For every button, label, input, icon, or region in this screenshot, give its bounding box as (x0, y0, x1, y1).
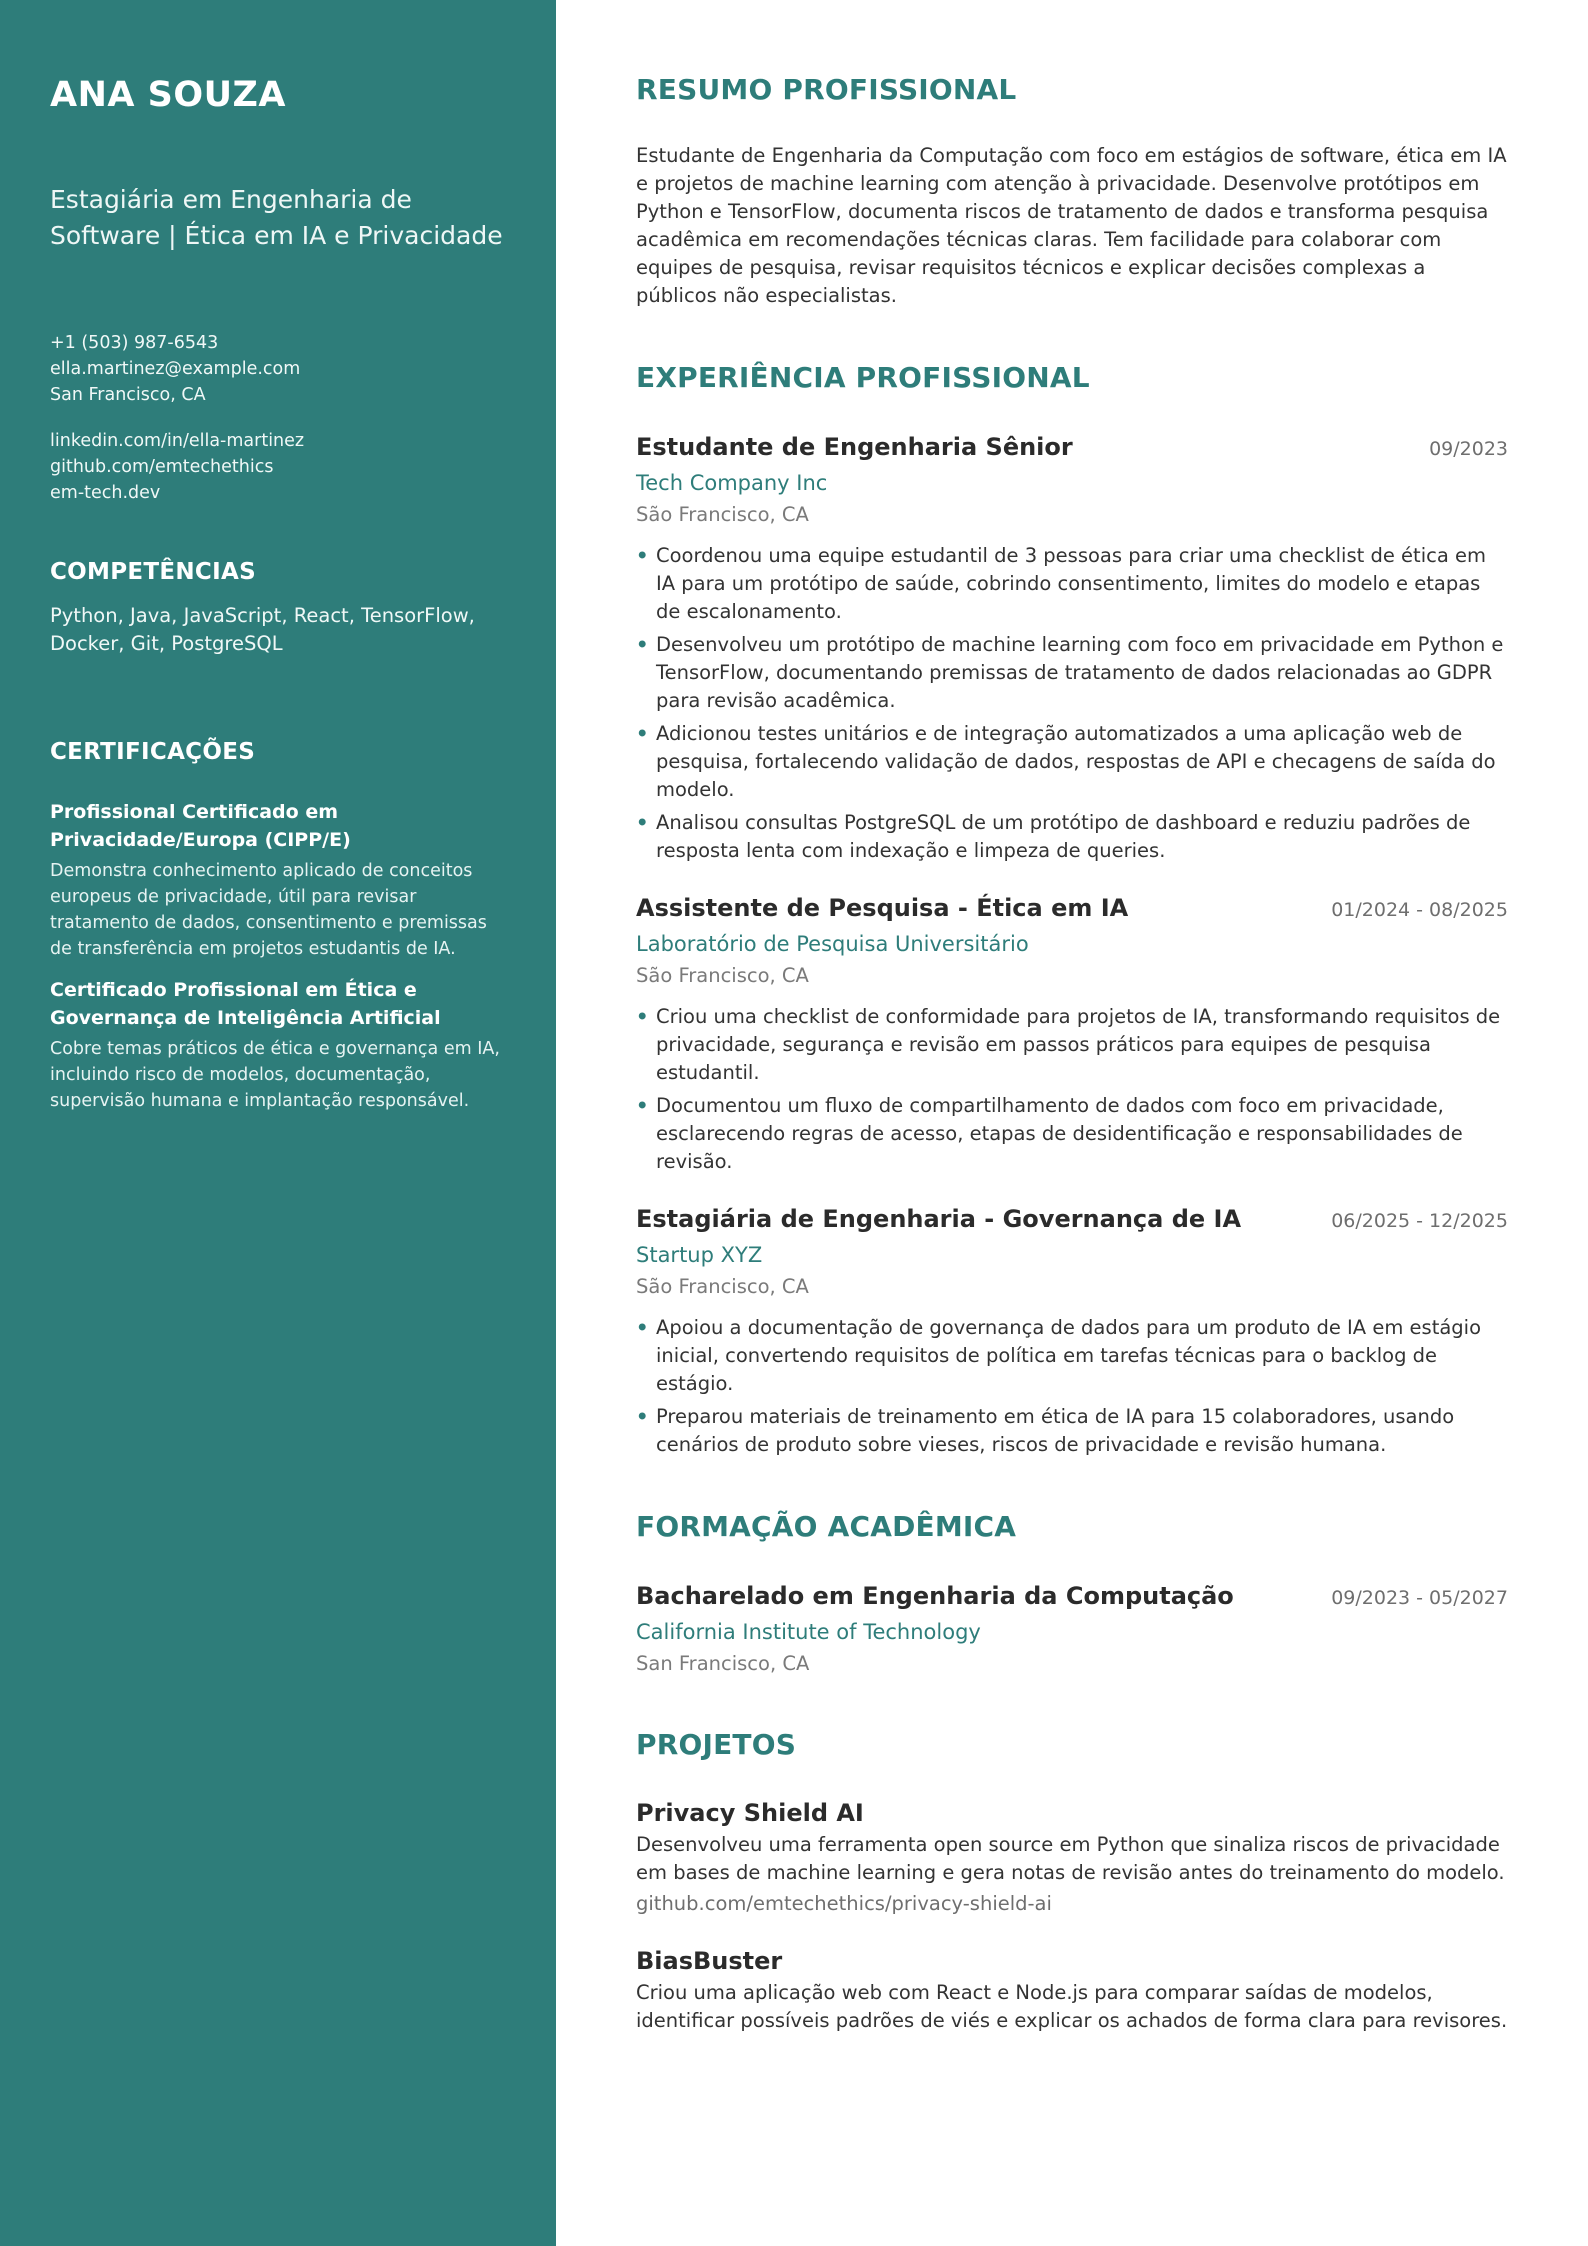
project-title: BiasBuster (636, 1947, 783, 1975)
job-title: Assistente de Pesquisa - Ética em IA (636, 894, 1129, 922)
job-bullet (636, 809, 1508, 865)
certification-description: Demonstra conhecimento aplicado de conceitos europeus de privacidade, útil para revisar tratamento de dados, consentimento e premissas de transferência em projetos estudantis de IA. (50, 861, 487, 959)
skills-heading: COMPETÊNCIAS (50, 559, 256, 585)
job-date: 09/2023 (1429, 438, 1508, 460)
candidate-name: ANA SOUZA (50, 75, 286, 115)
bullet-dot-icon: • (636, 811, 649, 834)
certification-title: Profissional Certificado em Privacidade/Europa (CIPP/E) (50, 801, 351, 851)
job-bullet-text: Preparou materiais de treinamento em ética de IA para 15 colaboradores, usando cenários de produto sobre vieses, riscos de privacidade e revisão humana. (656, 1405, 1455, 1456)
job-entry (636, 1202, 1508, 1459)
job-bullet (636, 1403, 1508, 1459)
job-bullet (636, 1092, 1508, 1176)
project-title: Privacy Shield AI (636, 1799, 864, 1827)
candidate-headline: Estagiária em Engenharia de Software | Ética em IA e Privacidade (50, 185, 503, 250)
education-heading: FORMAÇÃO ACADÊMICA (636, 1510, 1017, 1543)
email-link[interactable]: ella.martinez@example.com (50, 359, 301, 379)
job-bullet (636, 720, 1508, 804)
bullet-dot-icon: • (636, 633, 649, 656)
location-text: San Francisco, CA (50, 385, 206, 405)
job-location: São Francisco, CA (636, 1275, 809, 1298)
experience-list (636, 430, 1508, 1459)
job-location: São Francisco, CA (636, 964, 809, 987)
project-link[interactable]: github.com/emtechethics/privacy-shield-ai (636, 1892, 1052, 1915)
sidebar (0, 0, 556, 2246)
profile-links (50, 428, 506, 506)
certification-title: Certificado Profissional em Ética e Governança de Inteligência Artificial (50, 979, 441, 1029)
school-location: San Francisco, CA (636, 1652, 810, 1675)
projects-heading: PROJETOS (636, 1728, 797, 1761)
certification-description: Cobre temas práticos de ética e governança em IA, incluindo risco de modelos, documentação, supervisão humana e implantação responsável. (50, 1039, 500, 1111)
education-date: 09/2023 - 05/2027 (1331, 1587, 1508, 1609)
job-bullets (636, 1314, 1508, 1459)
certifications-heading: CERTIFICAÇÕES (50, 739, 256, 765)
job-bullet-text: Documentou um fluxo de compartilhamento de dados com foco em privacidade, esclarecendo regras de acesso, etapas de desidentificação e responsabilidades de revisão. (656, 1094, 1463, 1173)
job-bullet (636, 631, 1508, 715)
bullet-dot-icon: • (636, 1316, 649, 1339)
phone-text: +1 (503) 987-6543 (50, 333, 219, 353)
school-name: California Institute of Technology (636, 1620, 981, 1644)
bullet-dot-icon: • (636, 1405, 649, 1428)
project-description: Desenvolveu uma ferramenta open source em Python que sinaliza riscos de privacidade em bases de machine learning e gera notas de revisão antes do treinamento do modelo. (636, 1833, 1505, 1884)
job-bullet (636, 542, 1508, 626)
bullet-dot-icon: • (636, 1005, 649, 1028)
job-company: Laboratório de Pesquisa Universitário (636, 932, 1029, 956)
github-link[interactable]: github.com/emtechethics (50, 457, 274, 477)
project-entry (636, 1945, 1508, 2035)
job-date: 01/2024 - 08/2025 (1331, 899, 1508, 921)
job-bullet-text: Apoiou a documentação de governança de dados para um produto de IA em estágio inicial, convertendo requisitos de política em tarefas técnicas para o backlog de estágio. (656, 1316, 1482, 1395)
job-bullet-text: Criou uma checklist de conformidade para projetos de IA, transformando requisitos de privacidade, segurança e revisão em passos práticos para equipes de pesquisa estudantil. (656, 1005, 1501, 1084)
bullet-dot-icon: • (636, 1094, 649, 1117)
experience-heading: EXPERIÊNCIA PROFISSIONAL (636, 361, 1090, 394)
job-location: São Francisco, CA (636, 503, 809, 526)
job-entry (636, 891, 1508, 1176)
job-bullet (636, 1003, 1508, 1087)
summary-heading: RESUMO PROFISSIONAL (636, 73, 1017, 106)
bullet-dot-icon: • (636, 544, 649, 567)
skills-list: Python, Java, JavaScript, React, TensorFlow, Docker, Git, PostgreSQL (50, 604, 475, 655)
contact-info (50, 330, 506, 408)
job-date: 06/2025 - 12/2025 (1331, 1210, 1508, 1232)
main-content (636, 0, 1508, 2035)
job-bullet-text: Analisou consultas PostgreSQL de um protótipo de dashboard e reduziu padrões de resposta lenta com indexação e limpeza de queries. (656, 811, 1471, 862)
job-title: Estagiária de Engenharia - Governança de IA (636, 1205, 1242, 1233)
certification-item (50, 976, 506, 1114)
education-entry (636, 1579, 1508, 1679)
job-bullet-text: Coordenou uma equipe estudantil de 3 pessoas para criar uma checklist de ética em IA para um protótipo de saúde, cobrindo consentimento, limites do modelo e etapas de escalonamento. (656, 544, 1486, 623)
project-entry (636, 1797, 1508, 1919)
project-description: Criou uma aplicação web com React e Node.js para comparar saídas de modelos, identificar possíveis padrões de viés e explicar os achados de forma clara para revisores. (636, 1981, 1508, 2032)
job-bullet-text: Adicionou testes unitários e de integração automatizados a uma aplicação web de pesquisa, fortalecendo validação de dados, respostas de API e checagens de saída do modelo. (656, 722, 1496, 801)
degree-title: Bacharelado em Engenharia da Computação (636, 1582, 1234, 1610)
certifications-list (50, 798, 506, 1114)
job-company: Tech Company Inc (636, 471, 828, 495)
certification-item (50, 798, 506, 962)
linkedin-link[interactable]: linkedin.com/in/ella-martinez (50, 431, 305, 451)
job-company: Startup XYZ (636, 1243, 763, 1267)
job-bullets (636, 1003, 1508, 1176)
website-link[interactable]: em-tech.dev (50, 483, 161, 503)
job-title: Estudante de Engenharia Sênior (636, 433, 1073, 461)
summary-text: Estudante de Engenharia da Computação com foco em estágios de software, ética em IA e projetos de machine learning com atenção à privacidade. Desenvolve protótipos em Python e TensorFlow, documenta riscos de tratamento de dados e transforma pesquisa acadêmica em recomendações técnicas claras. Tem facilidade para colaborar com equipes de pesquisa, revisar requisitos técnicos e explicar decisões complexas a públicos não especialistas. (636, 144, 1507, 307)
job-entry (636, 430, 1508, 865)
bullet-dot-icon: • (636, 722, 649, 745)
job-bullets (636, 542, 1508, 865)
job-bullet-text: Desenvolveu um protótipo de machine learning com foco em privacidade em Python e TensorFlow, documentando premissas de tratamento de dados relacionadas ao GDPR para revisão acadêmica. (656, 633, 1504, 712)
job-bullet (636, 1314, 1508, 1398)
